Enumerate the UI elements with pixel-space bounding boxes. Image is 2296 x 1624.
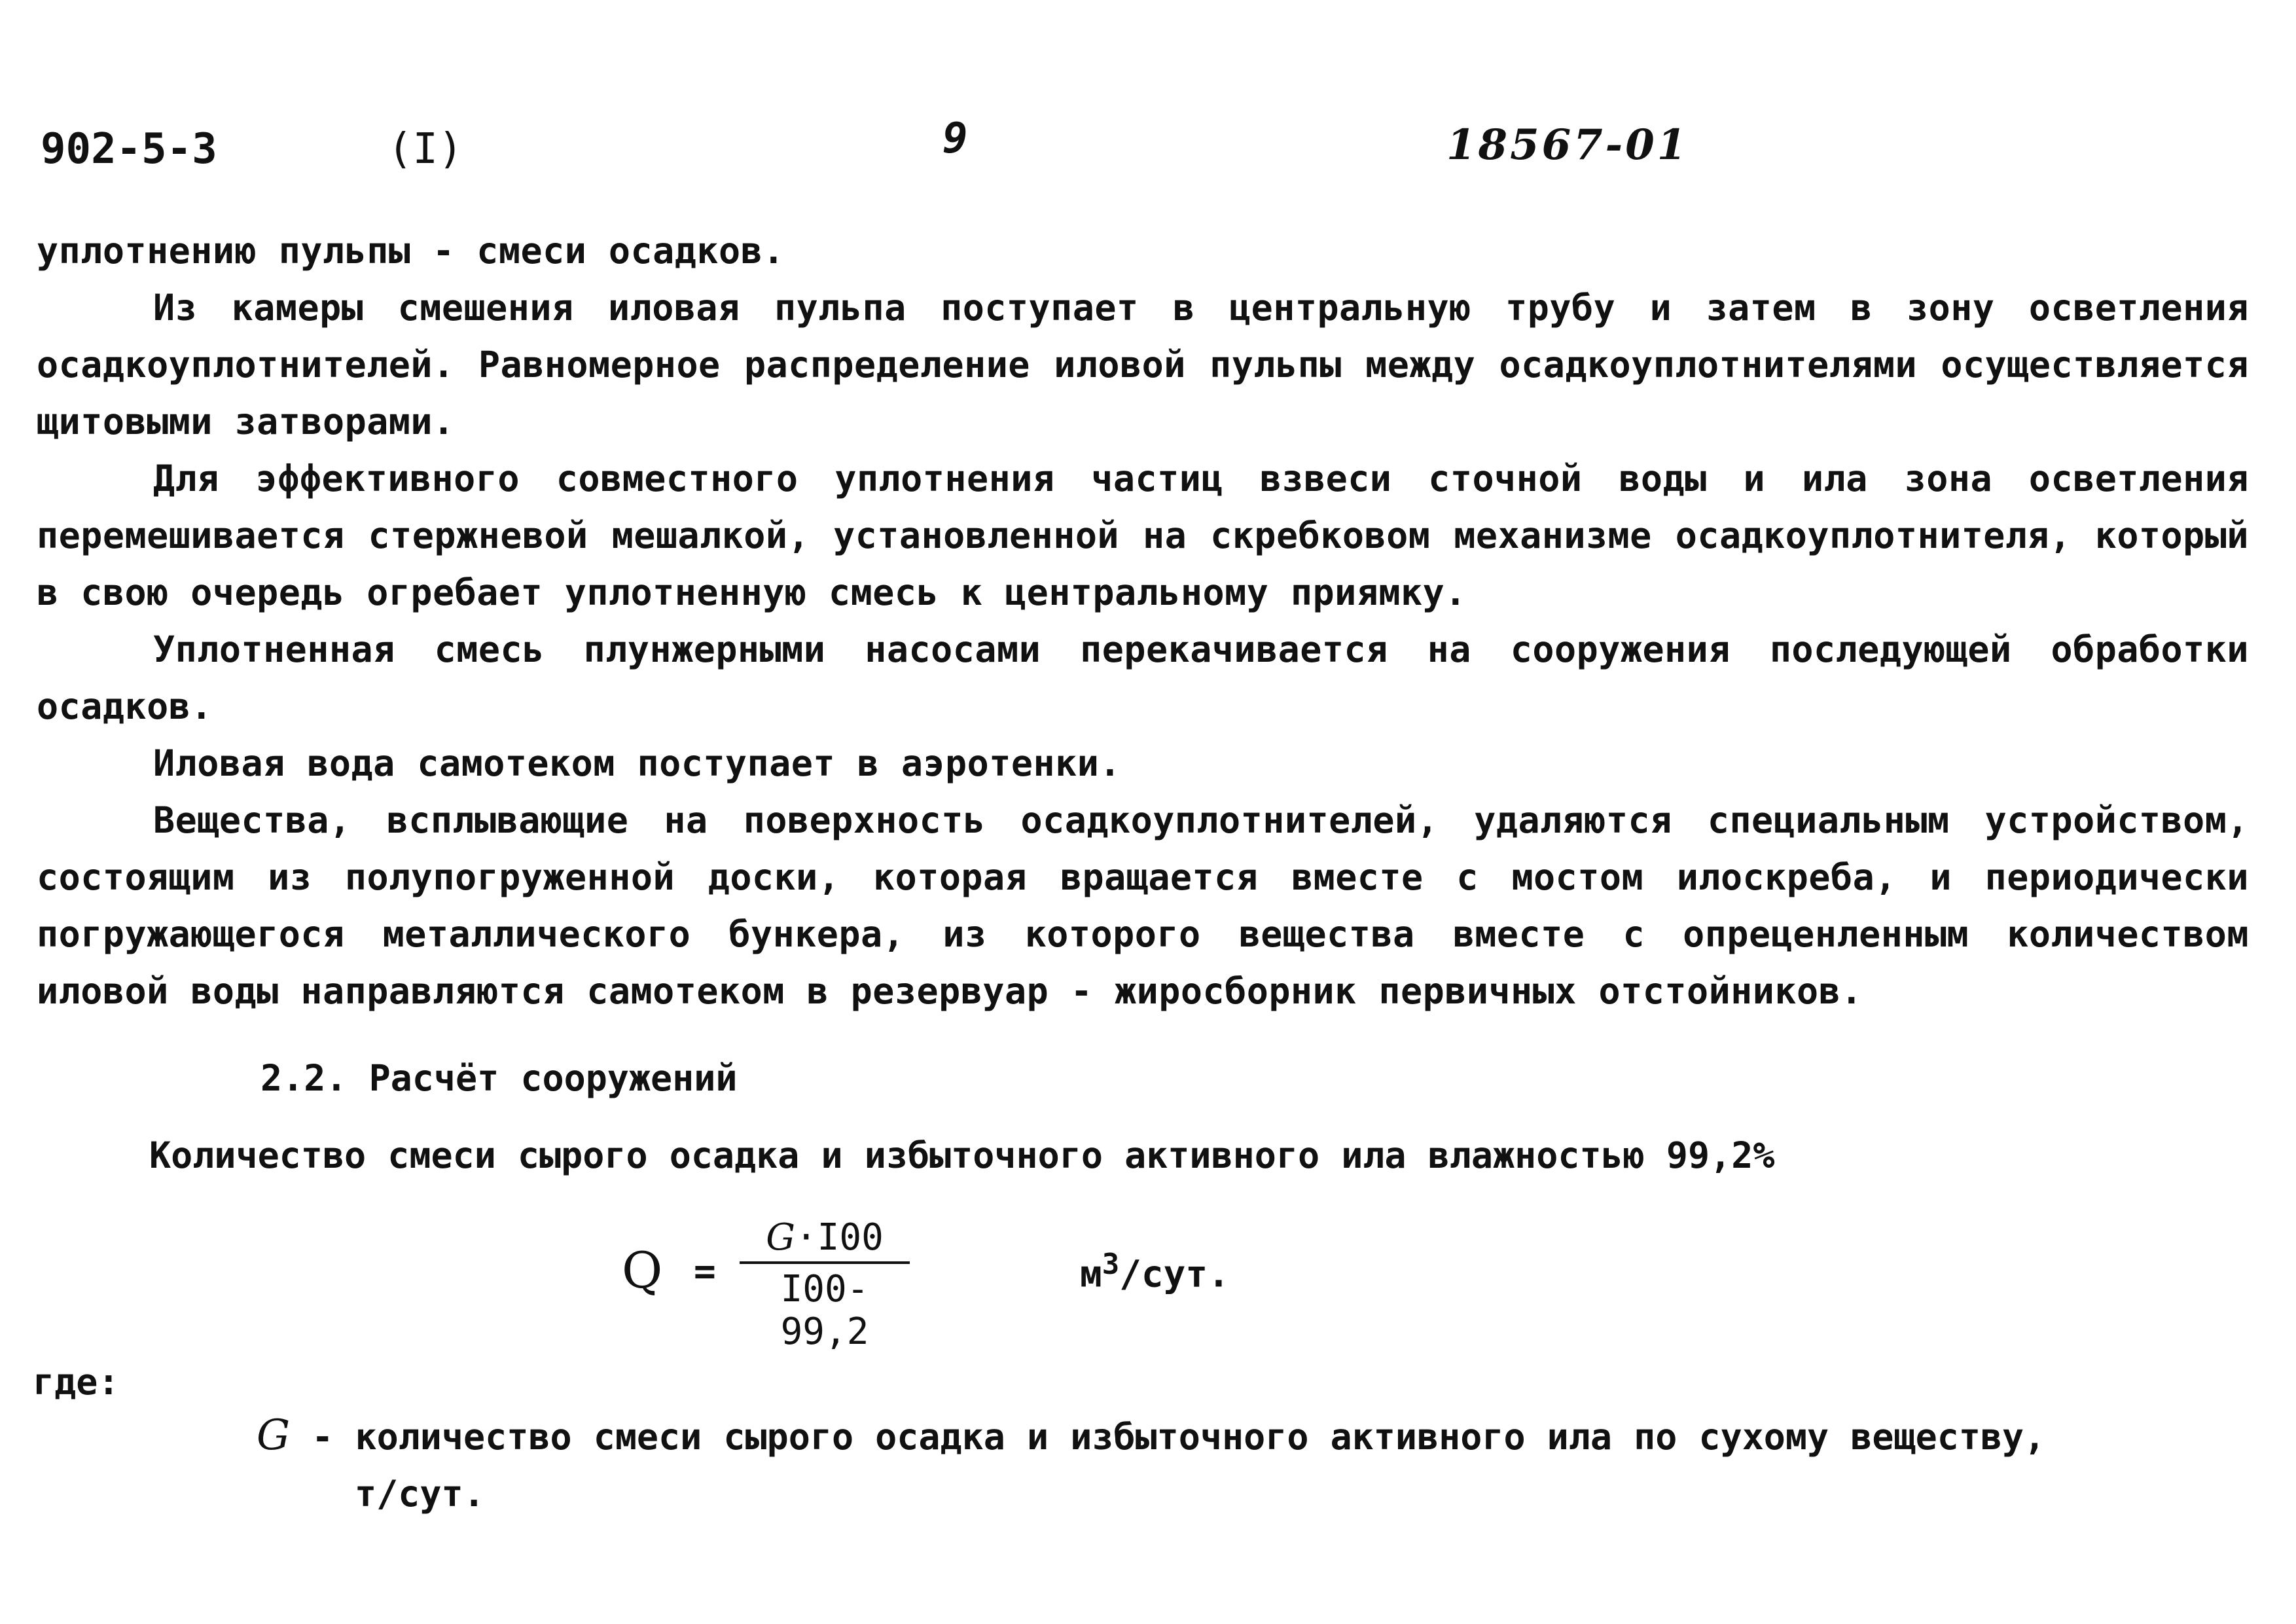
paragraph-mixing-chamber: Из камеры смешения иловая пульпа поступает в центральную трубу и затем в зону осветления осадкоуплотнителей. Равномерное распределение иловой пульпы между осадкоуплотнителями осуществляется щитовыми затворами. bbox=[37, 287, 2249, 442]
formula-unit-rest: /сут. bbox=[1119, 1253, 1230, 1296]
formula bbox=[622, 1216, 1407, 1353]
formula-denominator: I00-99,2 bbox=[780, 1268, 869, 1353]
paragraph-mixer: Для эффективного совместного уплотнения частиц взвеси сточной воды и ила зона осветления перемешивается стержневой мешалкой, установленной на скребковом механизме осадкоуплотнителя, который в свою очередь огребает уплотненную смесь к центральному приямку. bbox=[37, 458, 2249, 613]
formula-unit-base: м bbox=[1080, 1253, 1102, 1296]
paragraph-continued: уплотнению пульпы - смеси осадков. bbox=[37, 230, 785, 272]
paragraph-sludge-water: Иловая вода самотеком поступает в аэротенки. bbox=[153, 742, 1121, 784]
definition-unit: т/сут. bbox=[355, 1473, 485, 1515]
formula-variable: Q bbox=[622, 1241, 663, 1299]
paragraph-pumping: Уплотненная смесь плунжерными насосами перекачивается на сооружения последующей обработки осадков. bbox=[37, 628, 2249, 727]
calculation-intro: Количество смеси сырого осадка и избыточного активного ила влажностью 99,2% bbox=[149, 1134, 1775, 1176]
definition-symbol: G bbox=[257, 1411, 291, 1460]
variable-definition bbox=[257, 1407, 2155, 1523]
section-heading: 2.2. Расчёт сооружений bbox=[260, 1057, 738, 1099]
formula-numerator bbox=[740, 1216, 910, 1264]
paragraph-floating-substances: Вещества, всплывающие на поверхность осадкоуплотнителей, удаляются специальным устройством, состоящим из полупогруженной доски, которая вращается вместе с мостом илоскреба, и периодически погружающегося металлического бункера, из которого вещества вместе с опреценленным количеством иловой воды направляются самотеком в резервуар - жиросборник первичных отстойников. bbox=[37, 799, 2249, 1012]
formula-numerator-rest: ·I00 bbox=[795, 1216, 884, 1259]
formula-fraction bbox=[740, 1216, 910, 1353]
formula-numerator-variable: G bbox=[766, 1216, 795, 1259]
page-number: 9 bbox=[942, 115, 968, 163]
project-code: 902-5-3 bbox=[41, 125, 217, 173]
definition-dash: - bbox=[290, 1416, 355, 1458]
formula-unit-exponent: 3 bbox=[1102, 1248, 1120, 1281]
body-text bbox=[37, 223, 2249, 1020]
document-number: 18567-01 bbox=[1446, 120, 1689, 170]
formula-unit bbox=[1080, 1248, 1230, 1296]
where-label: где: bbox=[33, 1361, 120, 1403]
part-number: (I) bbox=[387, 125, 463, 173]
definition-text: количество смеси сырого осадка и избыточного активного ила по сухому веществу, bbox=[355, 1416, 2046, 1458]
formula-equals: = bbox=[694, 1250, 716, 1293]
